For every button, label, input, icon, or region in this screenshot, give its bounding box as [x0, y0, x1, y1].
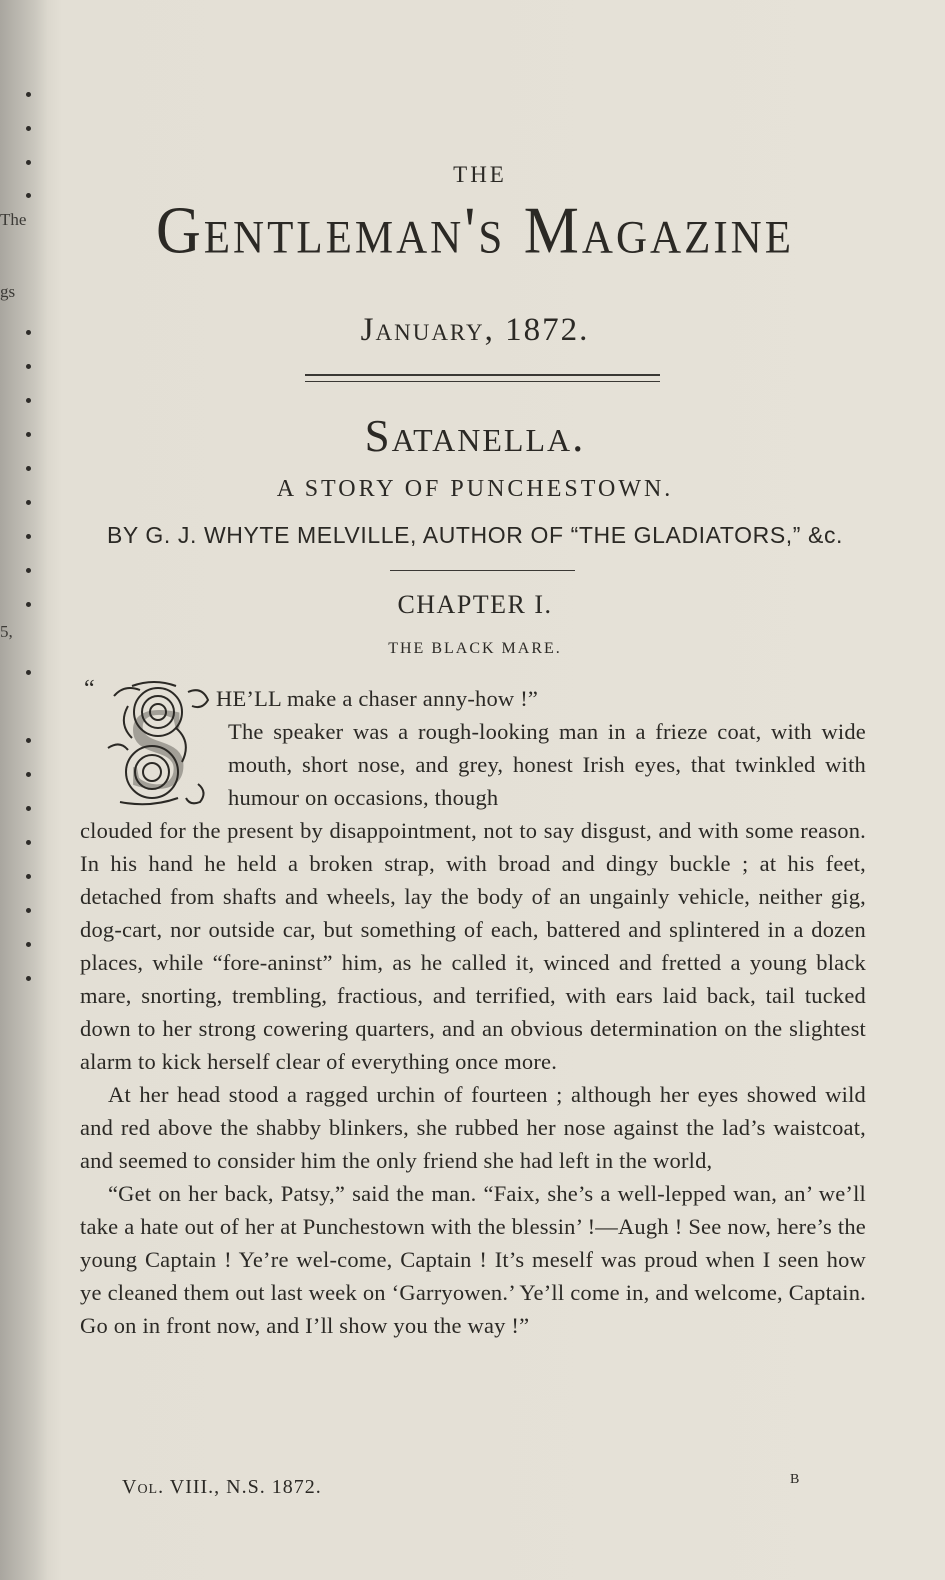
svg-text:S: S	[125, 683, 191, 808]
paragraph-wrapped-dropcap	[80, 715, 866, 814]
masthead-article: THE	[453, 162, 507, 187]
gutter-mark	[26, 976, 31, 981]
volume-footer: Vol. VIII., N.S. 1872.	[122, 1476, 322, 1498]
gutter-mark	[26, 534, 31, 539]
gutter-mark	[26, 364, 31, 369]
gutter-mark	[26, 908, 31, 913]
gutter-mark	[26, 398, 31, 403]
gutter-mark	[26, 330, 31, 335]
story-subtitle: A STORY OF PUNCHESTOWN.	[276, 476, 674, 502]
gutter-mark	[26, 160, 31, 165]
paragraph-text: At her head stood a ragged urchin of fourteen ; although her eyes showed wild and red above the shabby blinkers, she rubbed her nose against the lad’s waistcoat, and seemed to consider him the only friend she had left in the world,	[80, 1082, 866, 1173]
gutter-mark	[26, 466, 31, 471]
gutter-mark	[26, 500, 31, 505]
double-rule-divider	[305, 374, 660, 382]
paragraph	[80, 1177, 866, 1342]
printer-signature-mark: B	[790, 1472, 800, 1487]
gutter-mark	[26, 874, 31, 879]
gutter-mark	[26, 568, 31, 573]
story-body	[80, 682, 866, 1342]
gutter-fragment: gs	[0, 282, 16, 301]
paragraph	[80, 1078, 866, 1177]
paragraph	[80, 682, 866, 715]
gutter-fragment: The	[0, 210, 27, 229]
story-title: Satanella.	[364, 411, 586, 461]
gutter-mark	[26, 602, 31, 607]
gutter-mark	[26, 806, 31, 811]
opening-line: HE’LL make a chaser anny-how !”	[216, 686, 539, 711]
gutter-mark	[26, 772, 31, 777]
gutter-mark	[26, 840, 31, 845]
gutter-mark	[26, 738, 31, 743]
opening-quote-mark: “	[84, 676, 95, 702]
paragraph-text: clouded for the present by disappointment, not to say disgust, and with some reason. In his hand he held a broken strap, with broad and dingy buckle ; at his feet, detached from shafts and wheels, lay the body of an ungainly vehicle, neither gig, dog-cart, nor outside car, but something of each, battered and splintered in a dozen places, while “fore-aninst” him, as he called it, winced and fretted a young black mare, snorting, trembling, fractious, and terrified, with ears laid back, tail tucked down to her strong cowering quarters, and an obvious determination on the slightest alarm to kick herself clear of everything once more.	[80, 818, 866, 1074]
adjacent-page-edge	[0, 0, 60, 1580]
gutter-mark	[26, 432, 31, 437]
issue-date: January, 1872.	[360, 312, 590, 348]
paragraph-text: “Get on her back, Patsy,” said the man. “Faix, she’s a well-lepped wan, an’ we’ll take a hate out of her at Punchestown with the blessin’ !—Augh ! See now, here’s the young Captain ! Ye’re wel-come, Captain ! It’s meself was proud when I seen how ye cleaned them out last week on ‘Garryowen.’ Ye’ll come in, and welcome, Captain. Go on in front now, and I’ll show you the way !”	[80, 1181, 866, 1338]
author-byline: BY G. J. WHYTE MELVILLE, AUTHOR OF “THE GLADIATORS,” &c.	[106, 522, 844, 548]
gutter-mark	[26, 92, 31, 97]
gutter-mark	[26, 670, 31, 675]
gutter-fragment: 5,	[0, 622, 13, 641]
chapter-title: THE BLACK MARE.	[388, 640, 562, 657]
magazine-title: Gentleman's Magazine	[155, 194, 794, 268]
paragraph	[80, 814, 866, 1078]
paragraph-text: The speaker was a rough-looking man in a frieze coat, with wide mouth, short nose, and grey, honest Irish eyes, that twinkled with humour on occasions, though	[228, 719, 866, 810]
gutter-mark	[26, 193, 31, 198]
chapter-heading: CHAPTER I.	[397, 590, 553, 619]
rule-divider	[390, 570, 575, 571]
gutter-mark	[26, 942, 31, 947]
gutter-mark	[26, 126, 31, 131]
